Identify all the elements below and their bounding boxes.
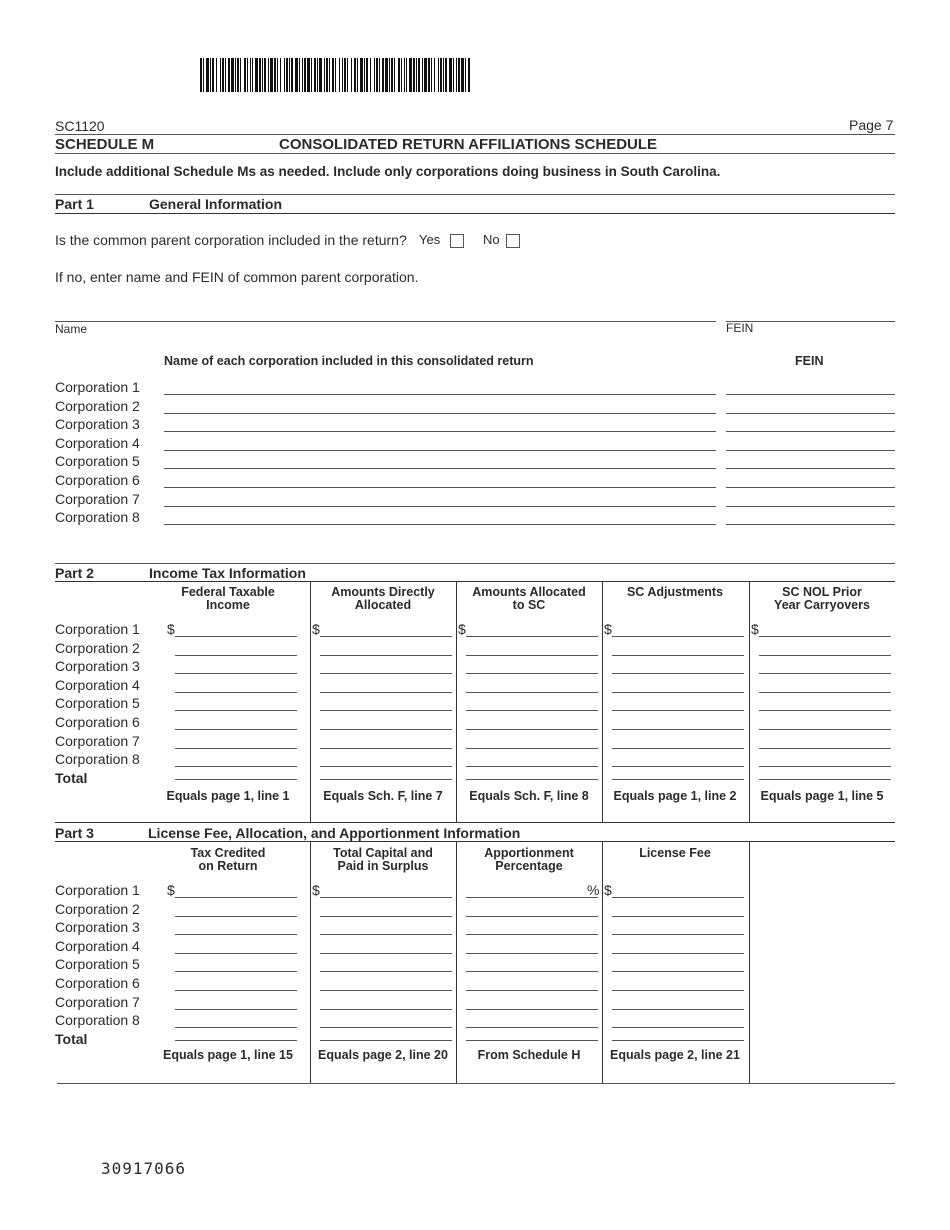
part3-column-divider	[602, 841, 603, 1083]
part1-corp-label: Corporation 3	[55, 416, 140, 433]
part3-header-rule	[55, 841, 895, 842]
part2-entry-field[interactable]	[466, 748, 598, 749]
part1-corp-name-field[interactable]	[164, 413, 716, 414]
part1-corp-name-field[interactable]	[164, 394, 716, 395]
part2-top-rule	[55, 563, 895, 564]
part2-entry-field[interactable]	[612, 748, 744, 749]
part3-column-header-line1: Total Capital and	[333, 846, 433, 860]
part2-column-footer: Equals Sch. F, line 7	[323, 789, 443, 803]
part2-entry-field[interactable]	[466, 655, 598, 656]
part1-corp-label: Corporation 2	[55, 397, 140, 414]
part2-column-footer: Equals page 1, line 1	[166, 789, 290, 803]
part3-column-header	[456, 847, 602, 873]
part3-entry-field[interactable]	[466, 1027, 598, 1028]
part3-entry-field[interactable]	[175, 897, 297, 898]
part3-column-header	[602, 847, 748, 860]
part1-top-rule	[55, 194, 895, 195]
schedule-label: SCHEDULE M	[55, 136, 155, 153]
part2-total-field[interactable]	[466, 779, 598, 780]
header-divider	[55, 134, 895, 135]
schedule-title: CONSOLIDATED RETURN AFFILIATIONS SCHEDULE	[279, 136, 658, 153]
part2-entry-field[interactable]	[759, 636, 891, 637]
part2-column-footer: Equals Sch. F, line 8	[469, 789, 589, 803]
part2-column-divider	[749, 581, 750, 822]
part2-total-field[interactable]	[612, 779, 744, 780]
part2-dollar-sign: $	[167, 621, 175, 637]
part2-entry-field[interactable]	[612, 729, 744, 730]
part2-column-header-line1: Federal Taxable	[181, 585, 275, 599]
if-no-instruction: If no, enter name and FEIN of common parent corporation.	[55, 269, 419, 285]
part2-column-header-line1: SC NOL Prior	[782, 585, 862, 599]
part2-entry-field[interactable]	[175, 710, 297, 711]
part2-entry-field[interactable]	[612, 673, 744, 674]
part2-column-divider	[602, 581, 603, 822]
part3-entry-field[interactable]	[612, 1009, 744, 1010]
part3-total-field[interactable]	[320, 1040, 452, 1041]
part1-corp-label: Corporation 5	[55, 453, 140, 470]
part3-entry-field[interactable]	[466, 990, 598, 991]
part1-bottom-rule	[55, 213, 895, 214]
part2-entry-field[interactable]	[320, 766, 452, 767]
part1-corp-label: Corporation 7	[55, 490, 140, 507]
part2-entry-field[interactable]	[612, 710, 744, 711]
part2-total-field[interactable]	[320, 779, 452, 780]
part2-dollar-sign: $	[751, 621, 759, 637]
part2-entry-field[interactable]	[466, 766, 598, 767]
part2-entry-field[interactable]	[759, 710, 891, 711]
part3-title: License Fee, Allocation, and Apportionment Information	[148, 825, 521, 841]
part3-dollar-sign: $	[604, 882, 612, 898]
part3-entry-field[interactable]	[320, 971, 452, 972]
part2-entry-field[interactable]	[612, 692, 744, 693]
part2-entry-field[interactable]	[175, 766, 297, 767]
part3-column-divider	[310, 841, 311, 1083]
part3-entry-field[interactable]	[175, 1027, 297, 1028]
part3-entry-field[interactable]	[612, 953, 744, 954]
part3-total-field[interactable]	[466, 1040, 598, 1041]
part2-column-header-line2: Year Carryovers	[774, 598, 870, 612]
part3-column-header-line1: License Fee	[639, 846, 711, 860]
part3-total-field[interactable]	[612, 1040, 744, 1041]
part3-dollar-sign: $	[312, 882, 320, 898]
part2-entry-field[interactable]	[175, 636, 297, 637]
part3-entry-field[interactable]	[466, 916, 598, 917]
part2-entry-field[interactable]	[466, 710, 598, 711]
part3-entry-field[interactable]	[175, 971, 297, 972]
part3-row-label: Corporation 4	[55, 937, 140, 954]
parent-name-field[interactable]	[55, 321, 716, 322]
part2-entry-field[interactable]	[320, 710, 452, 711]
part1-corp-fein-field[interactable]	[726, 468, 895, 469]
part2-column-header	[155, 586, 301, 612]
part3-label: Part 3	[55, 825, 94, 841]
part3-entry-field[interactable]	[320, 1009, 452, 1010]
part2-dollar-sign: $	[604, 621, 612, 637]
part3-entry-field[interactable]	[466, 934, 598, 935]
part3-column-header-line1: Apportionment	[484, 846, 574, 860]
part1-corp-fein-field[interactable]	[726, 487, 895, 488]
part2-entry-field[interactable]	[759, 729, 891, 730]
part2-entry-field[interactable]	[320, 692, 452, 693]
part2-entry-field[interactable]	[612, 636, 744, 637]
part3-row-label: Corporation 5	[55, 956, 140, 973]
no-checkbox[interactable]	[506, 234, 520, 248]
part3-column-footer: Equals page 2, line 21	[610, 1048, 740, 1062]
part1-corp-fein-field[interactable]	[726, 450, 895, 451]
part1-corp-label: Corporation 1	[55, 379, 140, 395]
part2-entry-field[interactable]	[175, 692, 297, 693]
part3-row-label: Corporation 2	[55, 900, 140, 917]
yes-checkbox[interactable]	[450, 234, 464, 248]
part2-row-label: Corporation 7	[55, 732, 140, 749]
part1-label: Part 1	[55, 196, 94, 212]
part3-column-footer: Equals page 1, line 15	[163, 1048, 293, 1062]
part3-row-label: Corporation 3	[55, 919, 140, 936]
barcode	[200, 58, 470, 92]
part2-column-header-line1: Amounts Allocated	[472, 585, 586, 599]
part1-title: General Information	[149, 196, 283, 212]
part2-column-divider	[310, 581, 311, 822]
part3-entry-field[interactable]	[320, 916, 452, 917]
part3-entry-field[interactable]	[320, 897, 452, 898]
part2-dollar-sign: $	[312, 621, 320, 637]
part3-entry-field[interactable]	[320, 934, 452, 935]
part2-column-header	[310, 586, 456, 612]
part2-row-label: Corporation 4	[55, 676, 140, 693]
part3-entry-field[interactable]	[612, 916, 744, 917]
part3-column-header-line2: Percentage	[495, 859, 563, 873]
part2-column-footer: Equals page 1, line 5	[760, 789, 884, 803]
part2-entry-field[interactable]	[175, 748, 297, 749]
part2-column-header-line2: to SC	[512, 598, 546, 612]
part2-entry-field[interactable]	[466, 636, 598, 637]
part3-column-footer: Equals page 2, line 20	[318, 1048, 448, 1062]
part2-column-header	[749, 586, 895, 612]
part1-corp-name-field[interactable]	[164, 431, 716, 432]
form-number: 30917066	[101, 1159, 187, 1178]
part2-entry-field[interactable]	[175, 655, 297, 656]
part3-percent-sign: %	[587, 882, 600, 898]
corp-name-column-header: Name of each corporation included in this consolidated return	[164, 354, 534, 368]
part2-dollar-sign: $	[458, 621, 466, 637]
part2-column-header-line1: SC Adjustments	[626, 585, 724, 599]
part3-column-header-line2: on Return	[198, 859, 258, 873]
part3-entry-field[interactable]	[612, 971, 744, 972]
name-label: Name	[55, 322, 88, 336]
part3-entry-field[interactable]	[612, 934, 744, 935]
part2-row-label: Corporation 1	[55, 621, 140, 637]
part3-column-header	[310, 847, 456, 873]
part1-corp-fein-field[interactable]	[726, 524, 895, 525]
part2-entry-field[interactable]	[466, 673, 598, 674]
part2-row-label: Corporation 8	[55, 751, 140, 768]
part2-entry-field[interactable]	[320, 748, 452, 749]
part2-row-label: Corporation 3	[55, 658, 140, 675]
part2-column-divider	[456, 581, 457, 822]
no-label: No	[483, 232, 500, 247]
part2-row-label: Corporation 2	[55, 639, 140, 656]
part3-row-label: Corporation 8	[55, 1012, 140, 1029]
part3-row-label: Corporation 7	[55, 993, 140, 1010]
part3-entry-field[interactable]	[466, 897, 598, 898]
corp-fein-column-header: FEIN	[795, 354, 824, 368]
part1-corp-name-field[interactable]	[164, 524, 716, 525]
parent-included-question: Is the common parent corporation included in the return?	[55, 232, 407, 248]
part2-entry-field[interactable]	[759, 655, 891, 656]
part2-total-field[interactable]	[759, 779, 891, 780]
part3-total-field[interactable]	[175, 1040, 297, 1041]
part3-entry-field[interactable]	[612, 1027, 744, 1028]
part3-column-header-line1: Tax Credited	[190, 846, 266, 860]
part3-column-footer: From Schedule H	[477, 1048, 581, 1062]
part1-corp-fein-field[interactable]	[726, 506, 895, 507]
part2-entry-field[interactable]	[612, 766, 744, 767]
part2-column-header-line2: Income	[206, 598, 250, 612]
part1-corp-fein-field[interactable]	[726, 413, 895, 414]
part1-corp-label: Corporation 8	[55, 509, 140, 526]
part3-column-header-line2: Paid in Surplus	[337, 859, 429, 873]
part2-entry-field[interactable]	[320, 673, 452, 674]
part2-bottom-rule	[55, 822, 895, 823]
part2-entry-field[interactable]	[320, 729, 452, 730]
part3-entry-field[interactable]	[612, 897, 744, 898]
part2-entry-field[interactable]	[759, 673, 891, 674]
part2-entry-field[interactable]	[320, 636, 452, 637]
part3-entry-field[interactable]	[320, 1027, 452, 1028]
part1-corp-name-field[interactable]	[164, 506, 716, 507]
part2-total-label: Total	[55, 769, 88, 786]
part3-entry-field[interactable]	[175, 1009, 297, 1010]
fein-label: FEIN	[726, 321, 754, 335]
part2-header-rule	[55, 581, 895, 582]
part2-entry-field[interactable]	[175, 673, 297, 674]
part3-bottom-rule	[57, 1083, 895, 1084]
part2-label: Part 2	[55, 565, 94, 581]
part2-entry-field[interactable]	[466, 729, 598, 730]
part3-entry-field[interactable]	[466, 971, 598, 972]
part3-entry-field[interactable]	[175, 953, 297, 954]
part2-entry-field[interactable]	[466, 692, 598, 693]
part1-corp-name-field[interactable]	[164, 450, 716, 451]
form-id: SC1120	[55, 118, 105, 134]
title-divider	[55, 153, 895, 154]
part3-column-divider	[456, 841, 457, 1083]
part2-entry-field[interactable]	[759, 766, 891, 767]
part1-corp-name-field[interactable]	[164, 487, 716, 488]
part2-row-label: Corporation 6	[55, 714, 140, 730]
part1-corp-name-field[interactable]	[164, 468, 716, 469]
page-number: Page 7	[849, 117, 894, 133]
part3-row-label: Corporation 6	[55, 975, 140, 991]
part2-row-label: Corporation 5	[55, 695, 140, 712]
part3-entry-field[interactable]	[175, 990, 297, 991]
part1-corp-fein-field[interactable]	[726, 394, 895, 395]
part2-column-header-line1: Amounts Directly	[331, 585, 435, 599]
yes-label: Yes	[419, 232, 441, 247]
part3-entry-field[interactable]	[466, 953, 598, 954]
part2-entry-field[interactable]	[320, 655, 452, 656]
part3-column-divider	[749, 841, 750, 1083]
part2-title: Income Tax Information	[149, 565, 306, 581]
part3-dollar-sign: $	[167, 882, 175, 898]
part1-corp-fein-field[interactable]	[726, 431, 895, 432]
part2-column-header	[456, 586, 602, 612]
part2-entry-field[interactable]	[759, 748, 891, 749]
part2-entry-field[interactable]	[759, 692, 891, 693]
part3-column-header	[155, 847, 301, 873]
part1-corp-label: Corporation 4	[55, 434, 140, 451]
part3-entry-field[interactable]	[320, 990, 452, 991]
part2-column-header	[602, 586, 748, 599]
part2-column-footer: Equals page 1, line 2	[613, 789, 737, 803]
part2-column-header-line2: Allocated	[354, 598, 412, 612]
part3-entry-field[interactable]	[320, 953, 452, 954]
part3-row-label: Corporation 1	[55, 882, 140, 898]
part3-total-label: Total	[55, 1030, 88, 1047]
part2-entry-field[interactable]	[612, 655, 744, 656]
part3-entry-field[interactable]	[466, 1009, 598, 1010]
part3-entry-field[interactable]	[175, 934, 297, 935]
part3-entry-field[interactable]	[612, 990, 744, 991]
part2-entry-field[interactable]	[175, 729, 297, 730]
instructions: Include additional Schedule Ms as needed. Include only corporations doing business in South Carolina.	[55, 164, 721, 179]
part2-total-field[interactable]	[175, 779, 297, 780]
part3-entry-field[interactable]	[175, 916, 297, 917]
part1-corp-label: Corporation 6	[55, 472, 140, 488]
